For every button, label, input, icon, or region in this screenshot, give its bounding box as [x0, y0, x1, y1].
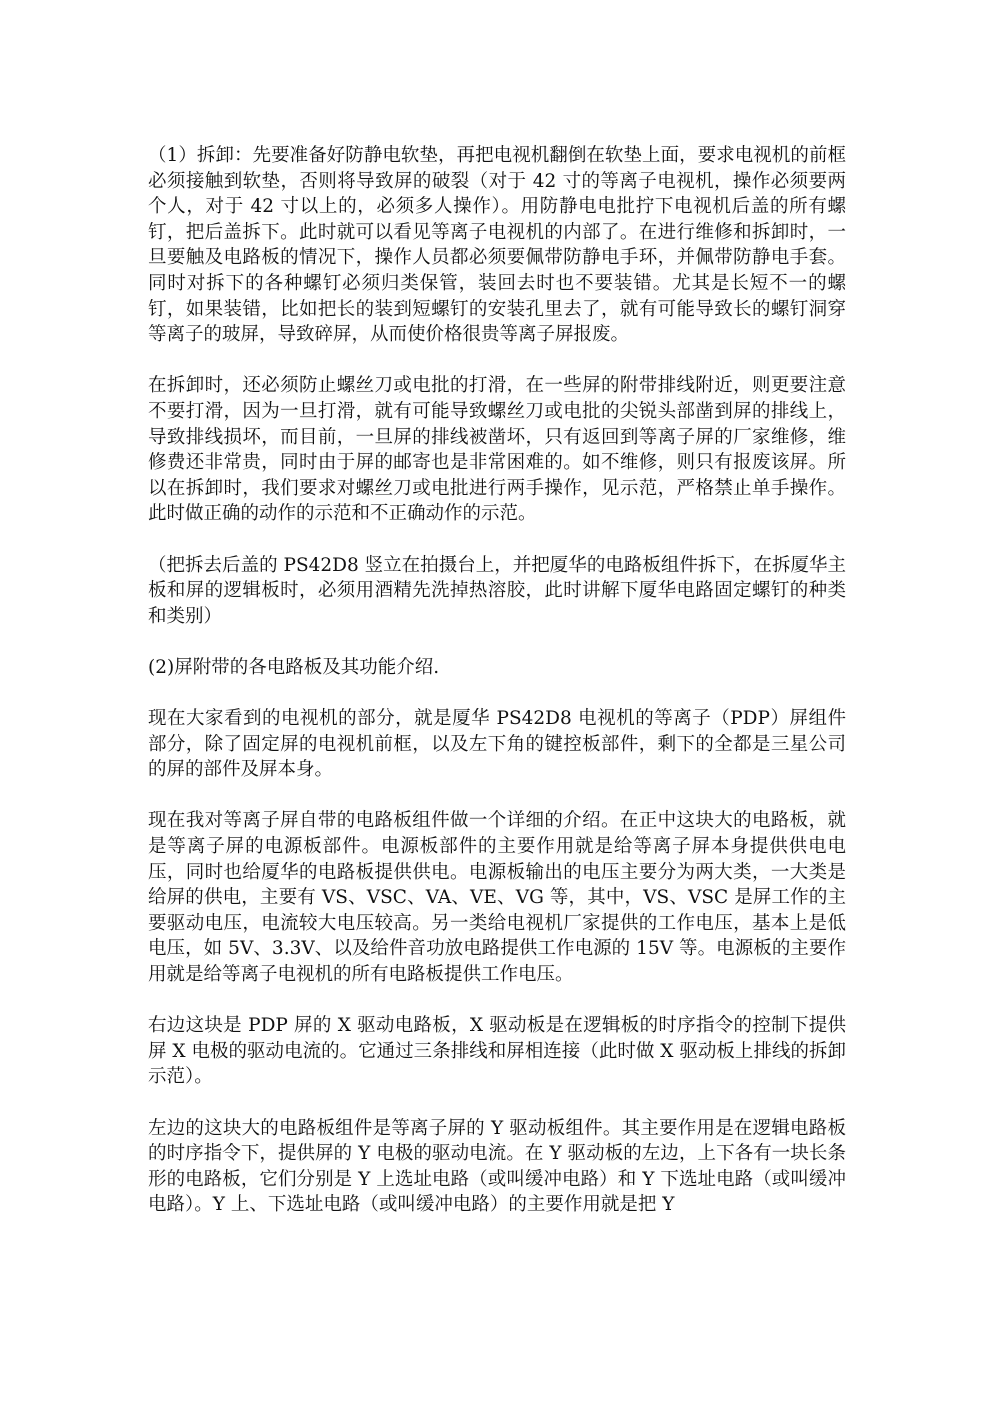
paragraph-pdp-assembly: 现在大家看到的电视机的部分，就是厦华 PS42D8 电视机的等离子（PDP）屏组件部分，除了固定屏的电视机前框，以及左下角的键控板部件，剩下的全都是三星公司的屏的部件及屏本身。 — [148, 708, 846, 781]
paragraph-y-drive-board: 左边的这块大的电路板组件是等离子屏的 Y 驱动板组件。其主要作用是在逻辑电路板的时序指令下，提供屏的 Y 电极的驱动电流。在 Y 驱动板的左边，上下各有一块长条形的电路板，它们分别是 Y 上选址电路（或叫缓冲电路）和 Y 下选址电路（或叫缓冲电路）。Y 上、下选址电路（或叫缓冲电路）的主要作用就是把 Y — [148, 1117, 846, 1216]
paragraph-x-drive-board: 右边这块是 PDP 屏的 X 驱动电路板，X 驱动板是在逻辑板的时序指令的控制下提供屏 X 电极的驱动电流的。它通过三条排线和屏相连接（此时做 X 驱动板上排线的拆卸示范）。 — [148, 1015, 846, 1088]
paragraph-demo-note: （把拆去后盖的 PS42D8 竖立在拍摄台上，并把厦华的电路板组件拆下，在拆厦华主板和屏的逻辑板时，必须用酒精先洗掉热溶胶，此时讲解下厦华电路固定螺钉的种类和类别） — [148, 554, 846, 627]
paragraph-power-board: 现在我对等离子屏自带的电路板组件做一个详细的介绍。在正中这块大的电路板，就是等离子屏的电源板部件。电源板部件的主要作用就是给等离子屏本身提供供电电压，同时也给厦华的电路板提供供电。电源板输出的电压主要分为两大类，一大类是给屏的供电，主要有 VS、VSC、VA、VE、VG 等，其中，VS、VSC 是屏工作的主要驱动电压，电流较大电压较高。另一类给电视机厂家提供的工作电压，基本上是低电压，如 5V、3.3V、以及给件音功放电路提供工作电源的 15V 等。电源板的主要作用就是给等离子电视机的所有电路板提供工作电压。 — [148, 810, 846, 985]
paragraph-screwdriver-slip: 在拆卸时，还必须防止螺丝刀或电批的打滑，在一些屏的附带排线附近，则更要注意不要打滑，因为一旦打滑，就有可能导致螺丝刀或电批的尖锐头部凿到屏的排线上，导致排线损坏，而目前，一旦屏的排线被凿坏，只有返回到等离子屏的厂家维修，维修费还非常贵，同时由于屏的邮寄也是非常困难的。如不维修，则只有报废该屏。所以在拆卸时，我们要求对螺丝刀或电批进行两手操作，见示范，严格禁止单手操作。此时做正确的动作的示范和不正确动作的示范。 — [148, 375, 846, 525]
paragraph-disassembly: （1）拆卸：先要准备好防静电软垫，再把电视机翻倒在软垫上面，要求电视机的前框必须接触到软垫，否则将导致屏的破裂（对于 42 寸的等离子电视机，操作必须要两个人，对于 42 寸以上的，必须多人操作）。用防静电电批拧下电视机后盖的所有螺钉，把后盖拆下。此时就可以看见等离子电视机的内部了。在进行维修和拆卸时，一旦要触及电路板的情况下，操作人员都必须要佩带防静电手环，并佩带防静电手套。同时对拆下的各种螺钉必须归类保管，装回去时也不要装错。尤其是长短不一的螺钉，如果装错，比如把长的装到短螺钉的安装孔里去了，就有可能导致长的螺钉洞穿等离子的玻屏，导致碎屏，从而使价格很贵等离子屏报废。 — [148, 145, 846, 346]
document-body — [148, 143, 846, 1244]
section-heading-boards: (2)屏附带的各电路板及其功能介绍. — [148, 656, 440, 678]
